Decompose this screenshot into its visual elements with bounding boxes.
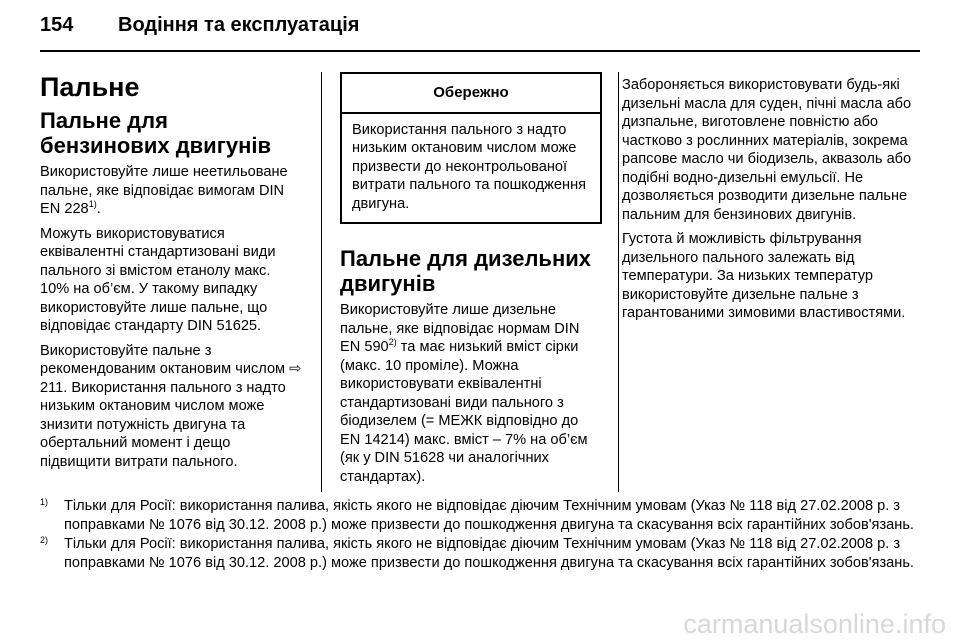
paragraph: Використовуйте лише неетильоване пальне, яке відповідає вимогам DIN EN 228$^{1)}$.	[40, 164, 288, 217]
page-number: 154	[40, 14, 74, 36]
footnote	[40, 497, 920, 534]
page-reference-arrow-icon[interactable]: ⇨	[289, 361, 302, 377]
caution-title: Обережно	[342, 74, 600, 114]
footnote-text: Тільки для Росії: використання палива, якість якого не відповідає діючим Технічним умовам (Указ № 118 від 27.02.2008 р. з поправками № 1076 від 30.12. 2008 р.) може призвести до пошкодження двигуна та скасування всіх гарантійних зобов'язань.	[64, 536, 914, 571]
column-middle	[340, 72, 602, 492]
footnotes	[40, 497, 920, 573]
heading-diesel-engines: Пальне для дизельних двигунів	[340, 246, 591, 296]
watermark: carmanualsonline.info	[683, 609, 946, 639]
paragraph: Використовуйте пальне з рекомендованим октановим числом ⇨ 211. Використання пального з надто низьким октановим числом може знизити потужність двигуна та обертальний момент і дещо підвищити витрати пального.	[40, 342, 302, 470]
header-rule	[40, 50, 920, 52]
footnote-ref[interactable]: 1)	[88, 199, 97, 210]
paragraph: Використовуйте лише дизельне пальне, яке відповідає нормам DIN EN 590$^{2)}$ та має низький вміст сірки (макс. 10 проміле). Можна використовувати еквівалентні стандартизовані види пального з біодизелем (= МЕЖК відповідно до EN 14214) макс. вміст – 7% на об’єм (як у DIN 51628 чи аналогічних стандартах).	[340, 302, 588, 485]
column-right	[622, 76, 912, 329]
footnote-text: Тільки для Росії: використання палива, якість якого не відповідає діючим Технічним умовам (Указ № 118 від 27.02.2008 р. з поправками № 1076 від 30.12. 2008 р.) може призвести до пошкодження двигуна та скасування всіх гарантійних зобов'язань.	[64, 498, 914, 533]
footnote	[40, 535, 920, 572]
paragraph: Густота й можливість фільтрування дизельного пального залежать від температури. За низьких температур використовуйте дизельне пальне з гарантованими зимовими властивостями.	[622, 231, 906, 321]
heading-fuel: Пальне	[40, 72, 140, 102]
page-header	[40, 14, 359, 37]
footnote-number: 1)	[40, 497, 49, 507]
footnote-ref[interactable]: 2)	[388, 337, 397, 348]
column-left	[40, 72, 302, 477]
caution-box	[340, 72, 602, 224]
heading-petrol-engines: Пальне для бензинових двигунів	[40, 108, 272, 158]
footnote-number: 2)	[40, 535, 49, 545]
column-divider	[321, 72, 322, 492]
paragraph: Забороняється використовувати будь-які дизельні масла для суден, пічні масла або дизпальне, виготовлене повністю або частково з рослинних матеріалів, зокрема рапсове масло чи біодизель, аквазоль або подібні водно-дизельні емульсії. Не дозволяється розводити дизельне пальне пальним для бензинових двигунів.	[622, 77, 912, 223]
caution-text: Використання пального з надто низьким октановим числом може призвести до неконтрольованої витрати пального та пошкодження двигуна.	[352, 121, 587, 212]
section-title: Водіння та експлуатація	[118, 14, 360, 36]
paragraph: Можуть використовуватися еквівалентні стандартизовані види пального зі вмістом етанолу макс. 10% на об’єм. У такому випадку використовуйте лише пальне, що відповідає стандарту DIN 51625.	[40, 225, 276, 334]
column-divider	[618, 72, 619, 492]
